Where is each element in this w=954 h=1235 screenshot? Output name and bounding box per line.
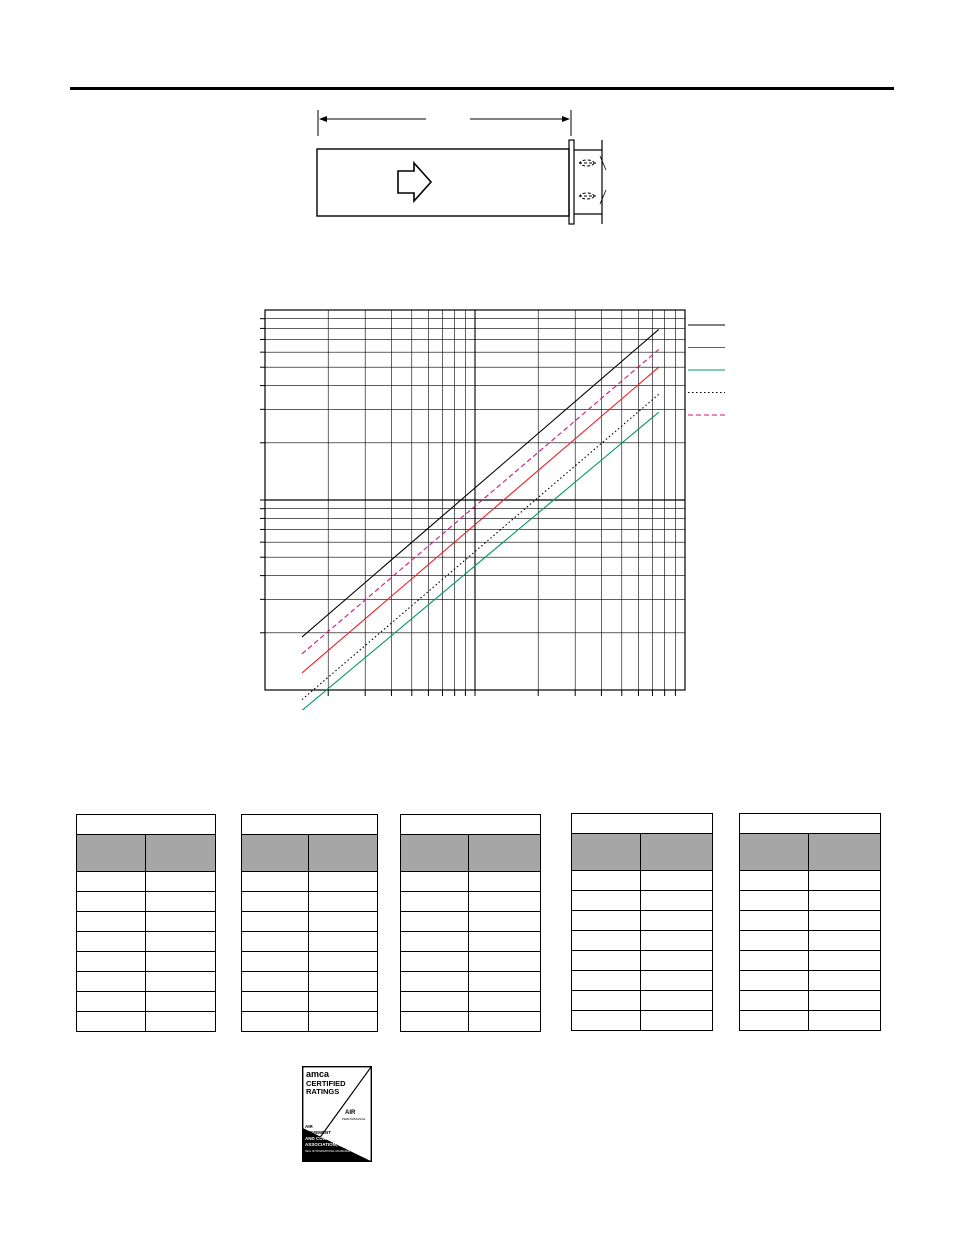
table-cell <box>641 951 713 971</box>
table-row <box>77 872 216 892</box>
table-cell <box>242 952 309 972</box>
table-cell <box>77 1012 146 1032</box>
table-cell <box>740 891 809 911</box>
column-header <box>809 834 881 871</box>
table-cell <box>572 971 641 991</box>
table-cell <box>740 951 809 971</box>
table-cell <box>77 952 146 972</box>
table-cell <box>641 871 713 891</box>
table-cell <box>401 872 469 892</box>
table-cell <box>242 992 309 1012</box>
table-row <box>572 971 713 991</box>
table-row <box>740 971 881 991</box>
table-cell <box>572 891 641 911</box>
series-line-1 <box>302 329 659 637</box>
rating-table-1 <box>76 814 216 1032</box>
table-cell <box>469 872 541 892</box>
table-row <box>401 892 541 912</box>
table-row <box>740 871 881 891</box>
header-rule <box>70 87 894 90</box>
table-row <box>242 972 378 992</box>
table-cell <box>77 872 146 892</box>
column-header <box>309 835 378 872</box>
seal-certified-text: CERTIFIED <box>306 1079 346 1088</box>
table-cell <box>242 912 309 932</box>
table-row <box>242 892 378 912</box>
table-cell <box>809 871 881 891</box>
table-row <box>77 952 216 972</box>
table-cell <box>809 951 881 971</box>
table-row <box>740 931 881 951</box>
series-line-2 <box>302 367 659 673</box>
table-row <box>242 912 378 932</box>
table-row <box>401 972 541 992</box>
series-line-4 <box>302 394 659 699</box>
table-cell <box>641 991 713 1011</box>
table-cell <box>77 912 146 932</box>
table-row <box>572 911 713 931</box>
table-cell <box>146 932 216 952</box>
table-title <box>740 814 881 834</box>
table-cell <box>469 932 541 952</box>
rating-table-2 <box>241 814 378 1032</box>
table-row <box>401 1012 541 1032</box>
table-title <box>77 815 216 835</box>
chart-legend <box>688 325 725 415</box>
column-header <box>401 835 469 872</box>
table-cell <box>740 911 809 931</box>
table-row <box>572 891 713 911</box>
table-row <box>242 1012 378 1032</box>
table-cell <box>740 971 809 991</box>
table-cell <box>809 991 881 1011</box>
table-cell <box>309 912 378 932</box>
table-cell <box>469 892 541 912</box>
table-row <box>242 872 378 892</box>
table-cell <box>401 1012 469 1032</box>
table-row <box>572 991 713 1011</box>
table-cell <box>641 911 713 931</box>
table-cell <box>469 992 541 1012</box>
table-cell <box>146 912 216 932</box>
table-row <box>77 992 216 1012</box>
column-header <box>469 835 541 872</box>
table-row <box>242 952 378 972</box>
table-cell <box>740 1011 809 1031</box>
table-cell <box>809 971 881 991</box>
seal-air-text: AIR <box>345 1110 356 1116</box>
series-line-5 <box>302 349 659 653</box>
table-cell <box>809 931 881 951</box>
table-cell <box>309 932 378 952</box>
table-cell <box>242 892 309 912</box>
airflow-arrow-icon <box>398 163 431 201</box>
table-row <box>242 932 378 952</box>
seal-org-text: AIR <box>305 1124 313 1129</box>
table-cell <box>641 971 713 991</box>
table-cell <box>401 992 469 1012</box>
table-row <box>740 991 881 1011</box>
seal-tagline-text: SEAL OF INTERNATIONAL ASSURANCE <box>305 1150 350 1153</box>
rating-table-4 <box>571 813 713 1031</box>
table-cell <box>146 952 216 972</box>
table-cell <box>401 912 469 932</box>
table-cell <box>309 972 378 992</box>
table-cell <box>572 991 641 1011</box>
table-cell <box>77 932 146 952</box>
seal-org-text: MOVEMENT <box>305 1130 332 1135</box>
table-cell <box>572 911 641 931</box>
damper-blade-icon <box>579 160 596 199</box>
table-cell <box>242 972 309 992</box>
amca-certified-seal <box>302 1066 372 1162</box>
pressure-drop-chart <box>250 300 740 710</box>
table-cell <box>146 872 216 892</box>
table-cell <box>469 912 541 932</box>
table-title <box>242 815 378 835</box>
duct-diagram <box>300 108 620 228</box>
table-cell <box>309 952 378 972</box>
column-header <box>77 835 146 872</box>
table-cell <box>401 932 469 952</box>
table-cell <box>469 972 541 992</box>
table-row <box>572 1011 713 1031</box>
table-cell <box>242 1012 309 1032</box>
column-header <box>242 835 309 872</box>
table-cell <box>469 1012 541 1032</box>
seal-ratings-text: RATINGS <box>306 1087 340 1096</box>
table-cell <box>146 892 216 912</box>
table-cell <box>146 1012 216 1032</box>
table-cell <box>146 992 216 1012</box>
table-cell <box>809 891 881 911</box>
column-header <box>146 835 216 872</box>
table-cell <box>77 972 146 992</box>
seal-performance-text: PERFORMANCE <box>342 1117 366 1121</box>
table-row <box>740 1011 881 1031</box>
table-cell <box>641 931 713 951</box>
seal-logo-text: amca <box>306 1069 330 1079</box>
table-row <box>77 972 216 992</box>
table-cell <box>572 871 641 891</box>
table-title <box>572 814 713 834</box>
rating-table-3 <box>400 814 541 1032</box>
table-cell <box>740 871 809 891</box>
table-cell <box>740 931 809 951</box>
table-cell <box>809 911 881 931</box>
table-row <box>77 932 216 952</box>
table-cell <box>309 1012 378 1032</box>
table-row <box>401 992 541 1012</box>
table-row <box>77 912 216 932</box>
table-cell <box>572 1011 641 1031</box>
table-cell <box>309 872 378 892</box>
table-row <box>77 892 216 912</box>
table-cell <box>401 952 469 972</box>
table-row <box>572 931 713 951</box>
chart-series <box>302 329 659 710</box>
table-cell <box>309 992 378 1012</box>
table-cell <box>572 951 641 971</box>
table-row <box>572 951 713 971</box>
table-cell <box>309 892 378 912</box>
table-cell <box>242 872 309 892</box>
table-cell <box>641 891 713 911</box>
column-header <box>641 834 713 871</box>
table-title <box>401 815 541 835</box>
table-row <box>740 951 881 971</box>
table-row <box>401 952 541 972</box>
table-row <box>572 871 713 891</box>
table-row <box>401 912 541 932</box>
table-cell <box>809 1011 881 1031</box>
table-cell <box>146 972 216 992</box>
table-cell <box>641 1011 713 1031</box>
rating-table-5 <box>739 813 881 1031</box>
table-cell <box>401 892 469 912</box>
table-row <box>401 872 541 892</box>
table-cell <box>242 932 309 952</box>
table-cell <box>572 931 641 951</box>
column-header <box>740 834 809 871</box>
seal-org-text: AND CONTROL <box>305 1136 339 1141</box>
table-cell <box>401 972 469 992</box>
table-cell <box>740 991 809 1011</box>
seal-org-text: ASSOCIATION, INC. <box>305 1142 348 1147</box>
table-row <box>740 911 881 931</box>
column-header <box>572 834 641 871</box>
series-line-3 <box>302 412 659 710</box>
chart-grid <box>260 310 685 696</box>
table-cell <box>77 892 146 912</box>
table-cell <box>469 952 541 972</box>
table-row <box>242 992 378 1012</box>
table-row <box>740 891 881 911</box>
table-row <box>401 932 541 952</box>
table-cell <box>77 992 146 1012</box>
table-row <box>77 1012 216 1032</box>
